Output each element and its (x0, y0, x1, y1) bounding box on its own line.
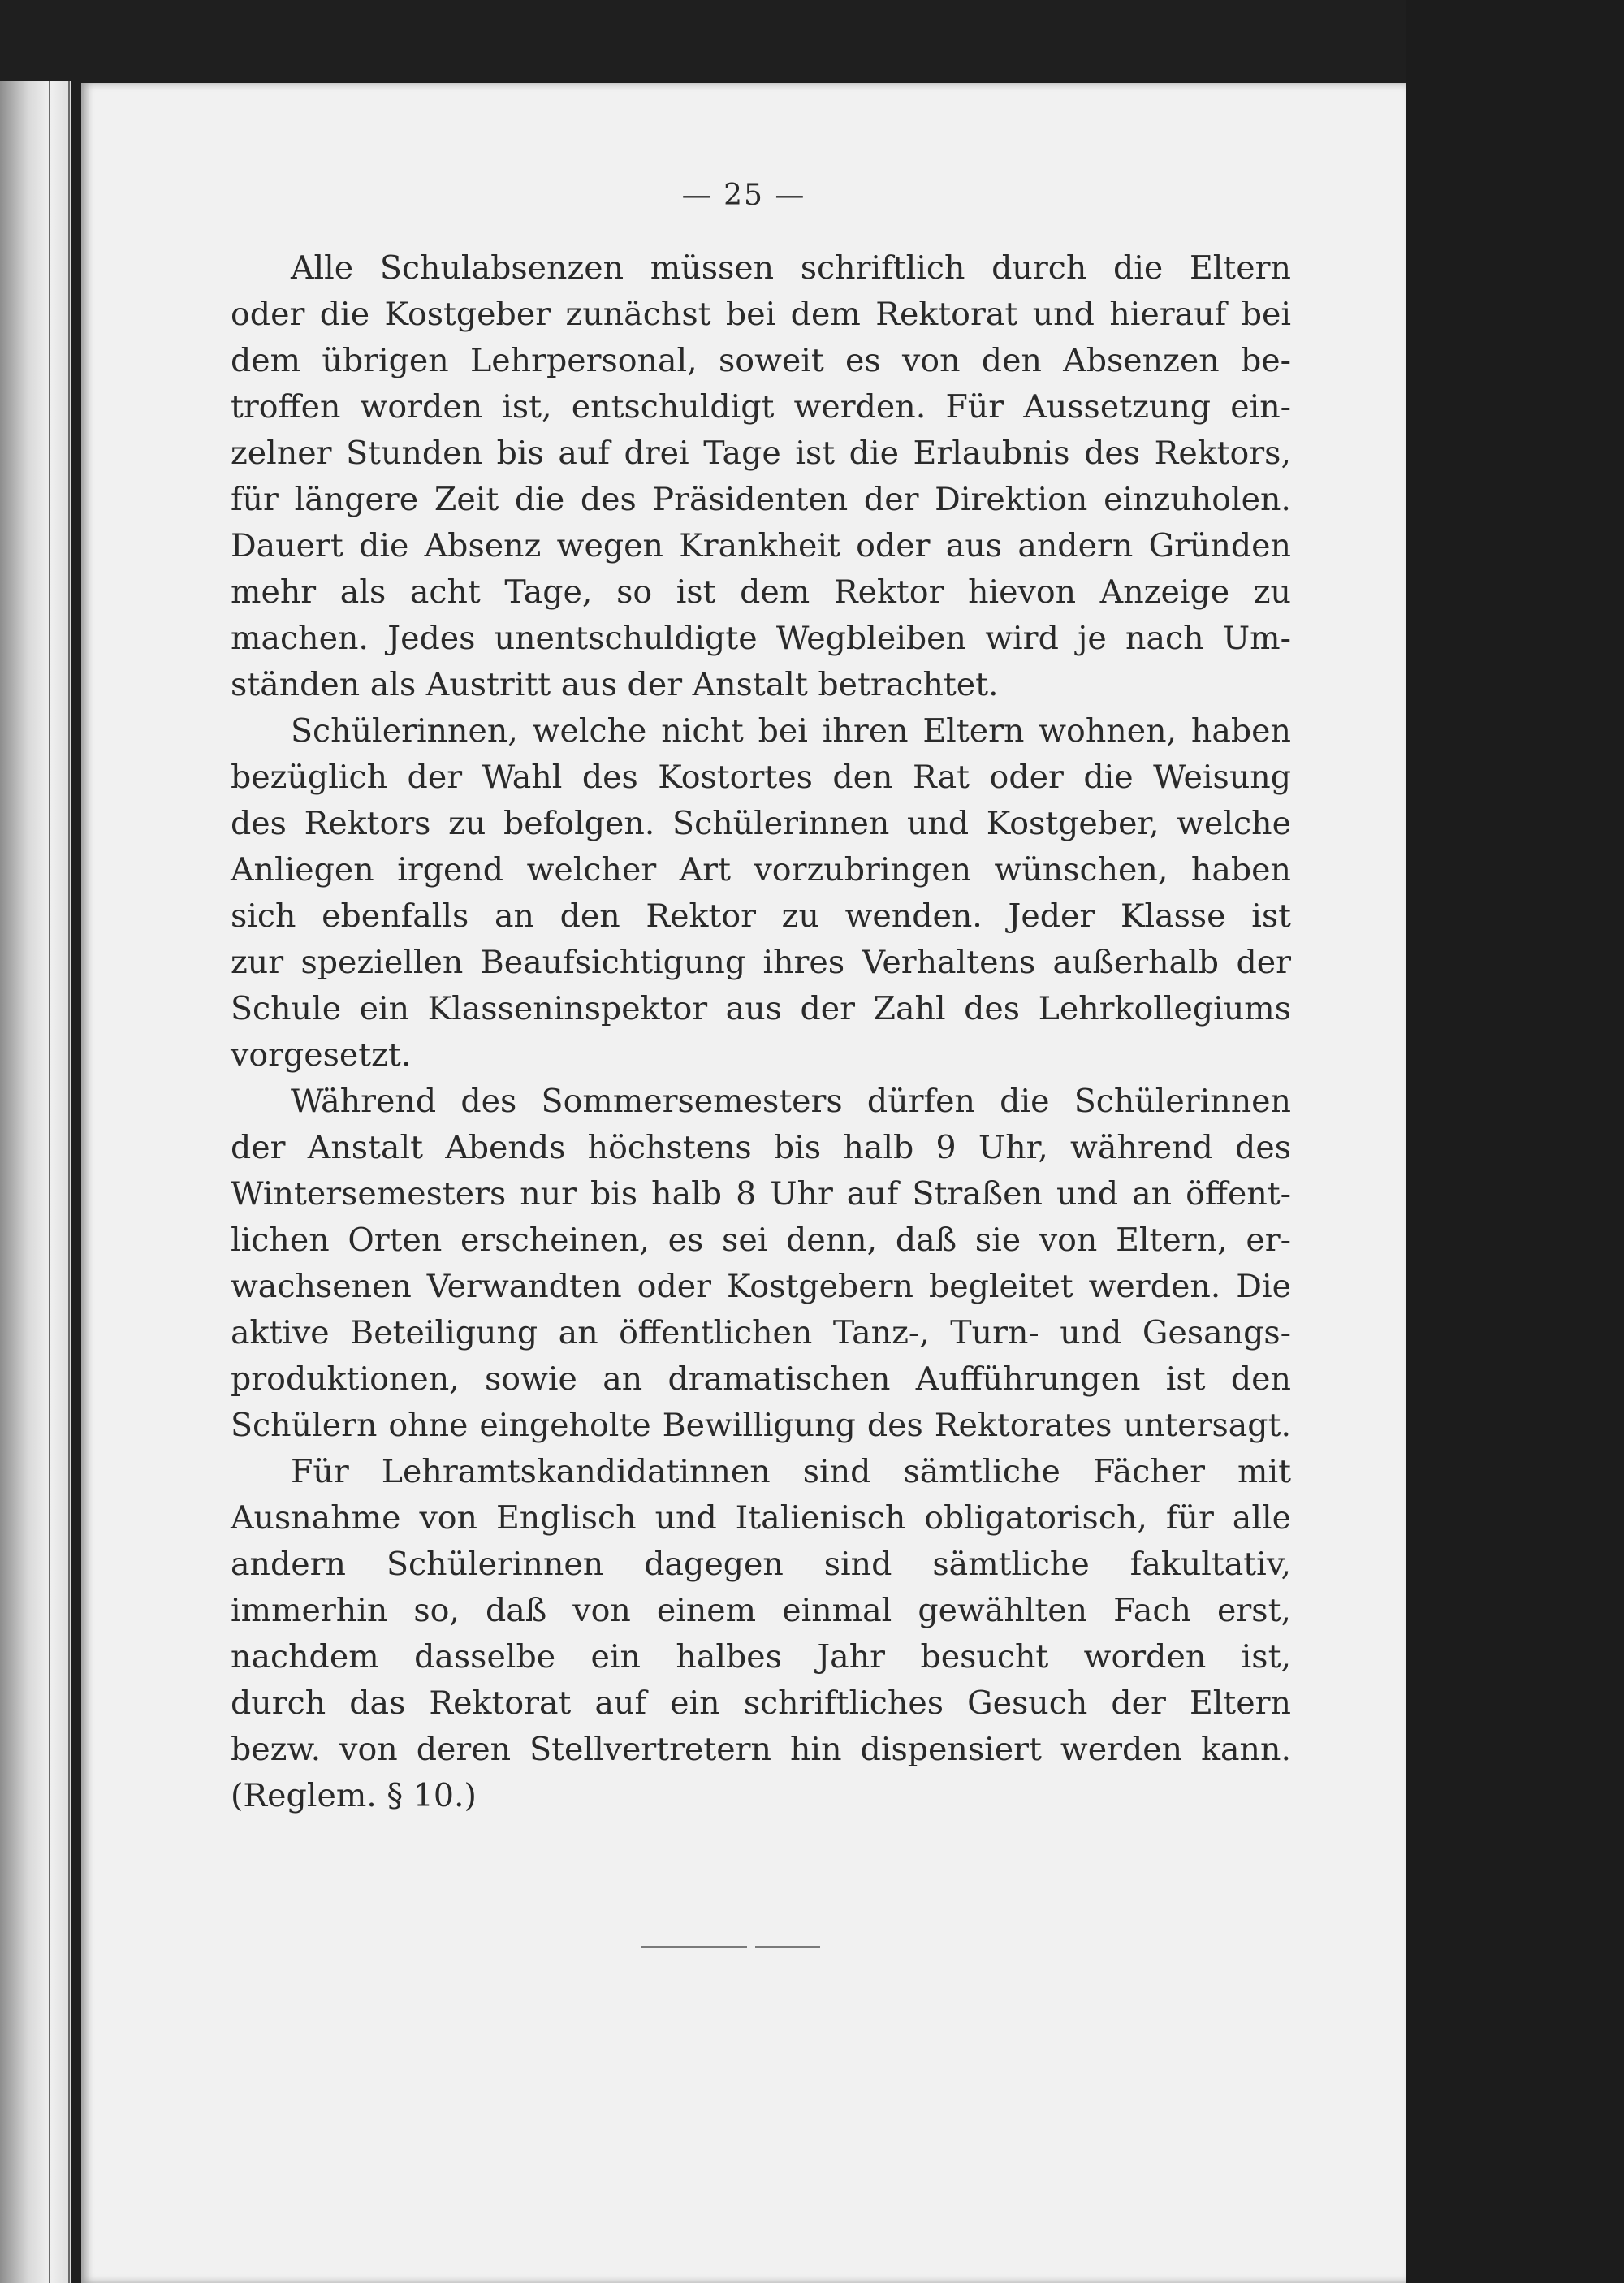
text-line: dem übrigen Lehrpersonal, soweit es von den Absenzen be- (231, 342, 1291, 379)
text-line: oder die Kostgeber zunächst bei dem Rektorat und hierauf bei (231, 296, 1291, 333)
text-line: troffen worden ist, entschuldigt werden. Für Aussetzung ein- (231, 388, 1291, 426)
paragraph (231, 708, 1291, 1079)
body-text (231, 245, 1291, 1819)
text-line: sich ebenfalls an den Rektor zu wenden. Jeder Klasse ist (231, 897, 1291, 935)
text-line: Während des Sommersemesters dürfen die Schülerinnen (291, 1083, 1291, 1120)
text-line: produktionen, sowie an dramatischen Aufführungen ist den (231, 1360, 1291, 1398)
text-line: vorgesetzt. (231, 1036, 412, 1074)
text-line: zelner Stunden bis auf drei Tage ist die Erlaubnis des Rektors, (231, 435, 1291, 472)
text-line: Schülern ohne eingeholte Bewilligung des Rektorates untersagt. (231, 1407, 1291, 1444)
text-line: andern Schülerinnen dagegen sind sämtliche fakultativ, (231, 1546, 1291, 1583)
text-line: wachsenen Verwandten oder Kostgebern begleitet werden. Die (231, 1268, 1291, 1305)
text-line: nachdem dasselbe ein halbes Jahr besucht worden ist, (231, 1638, 1291, 1675)
text-line: immerhin so, daß von einem einmal gewählten Fach erst, (231, 1592, 1291, 1629)
text-line: des Rektors zu befolgen. Schülerinnen und Kostgeber, welche (231, 805, 1291, 842)
paragraph (231, 245, 1291, 708)
text-line: zur speziellen Beaufsichtigung ihres Verhaltens außerhalb der (231, 944, 1291, 981)
text-line: bezw. von deren Stellvertretern hin dispensiert werden kann. (231, 1731, 1291, 1768)
text-line: bezüglich der Wahl des Kostortes den Rat oder die Weisung (231, 759, 1291, 796)
text-line: mehr als acht Tage, so ist dem Rektor hievon Anzeige zu (231, 573, 1291, 611)
text-line: für längere Zeit die des Präsidenten der Direktion einzuholen. (231, 481, 1291, 518)
text-line: Für Lehramtskandidatinnen sind sämtliche Fächer mit (291, 1453, 1291, 1490)
text-line: Anliegen irgend welcher Art vorzubringen wünschen, haben (231, 851, 1291, 889)
text-line: ständen als Austritt aus der Anstalt betrachtet. (231, 666, 999, 703)
scan-background (1406, 0, 1624, 2283)
text-line: der Anstalt Abends höchstens bis halb 9 Uhr, während des (231, 1129, 1291, 1166)
page-edge-line (49, 81, 50, 2283)
text-line: Schule ein Klasseninspektor aus der Zahl des Lehrkollegiums (231, 990, 1291, 1027)
paragraph (231, 1449, 1291, 1819)
text-line: Alle Schulabsenzen müssen schriftlich durch die Eltern (291, 249, 1291, 287)
text-line: (Reglem. § 10.) (231, 1777, 477, 1814)
text-line: Dauert die Absenz wegen Krankheit oder aus andern Gründen (231, 527, 1291, 564)
paragraph (231, 1079, 1291, 1449)
page-edge-line (68, 81, 70, 2283)
text-line: durch das Rektorat auf ein schriftliches Gesuch der Eltern (231, 1684, 1291, 1722)
text-line: aktive Beteiligung an öffentlichen Tanz-, Turn- und Gesangs- (231, 1314, 1291, 1351)
page-number: — 25 — (681, 179, 806, 212)
text-line: Ausnahme von Englisch und Italienisch obligatorisch, für alle (231, 1499, 1291, 1537)
text-line: Schülerinnen, welche nicht bei ihren Eltern wohnen, haben (291, 712, 1291, 750)
book-page (81, 83, 1406, 2283)
text-line: machen. Jedes unentschuldigte Wegbleiben wird je nach Um- (231, 620, 1291, 657)
left-page-edge (0, 81, 71, 2283)
text-line: Wintersemesters nur bis halb 8 Uhr auf Straßen und an öffent- (231, 1175, 1291, 1213)
text-line: lichen Orten erscheinen, es sei denn, daß sie von Eltern, er- (231, 1221, 1291, 1259)
closing-rule (641, 1946, 820, 1948)
